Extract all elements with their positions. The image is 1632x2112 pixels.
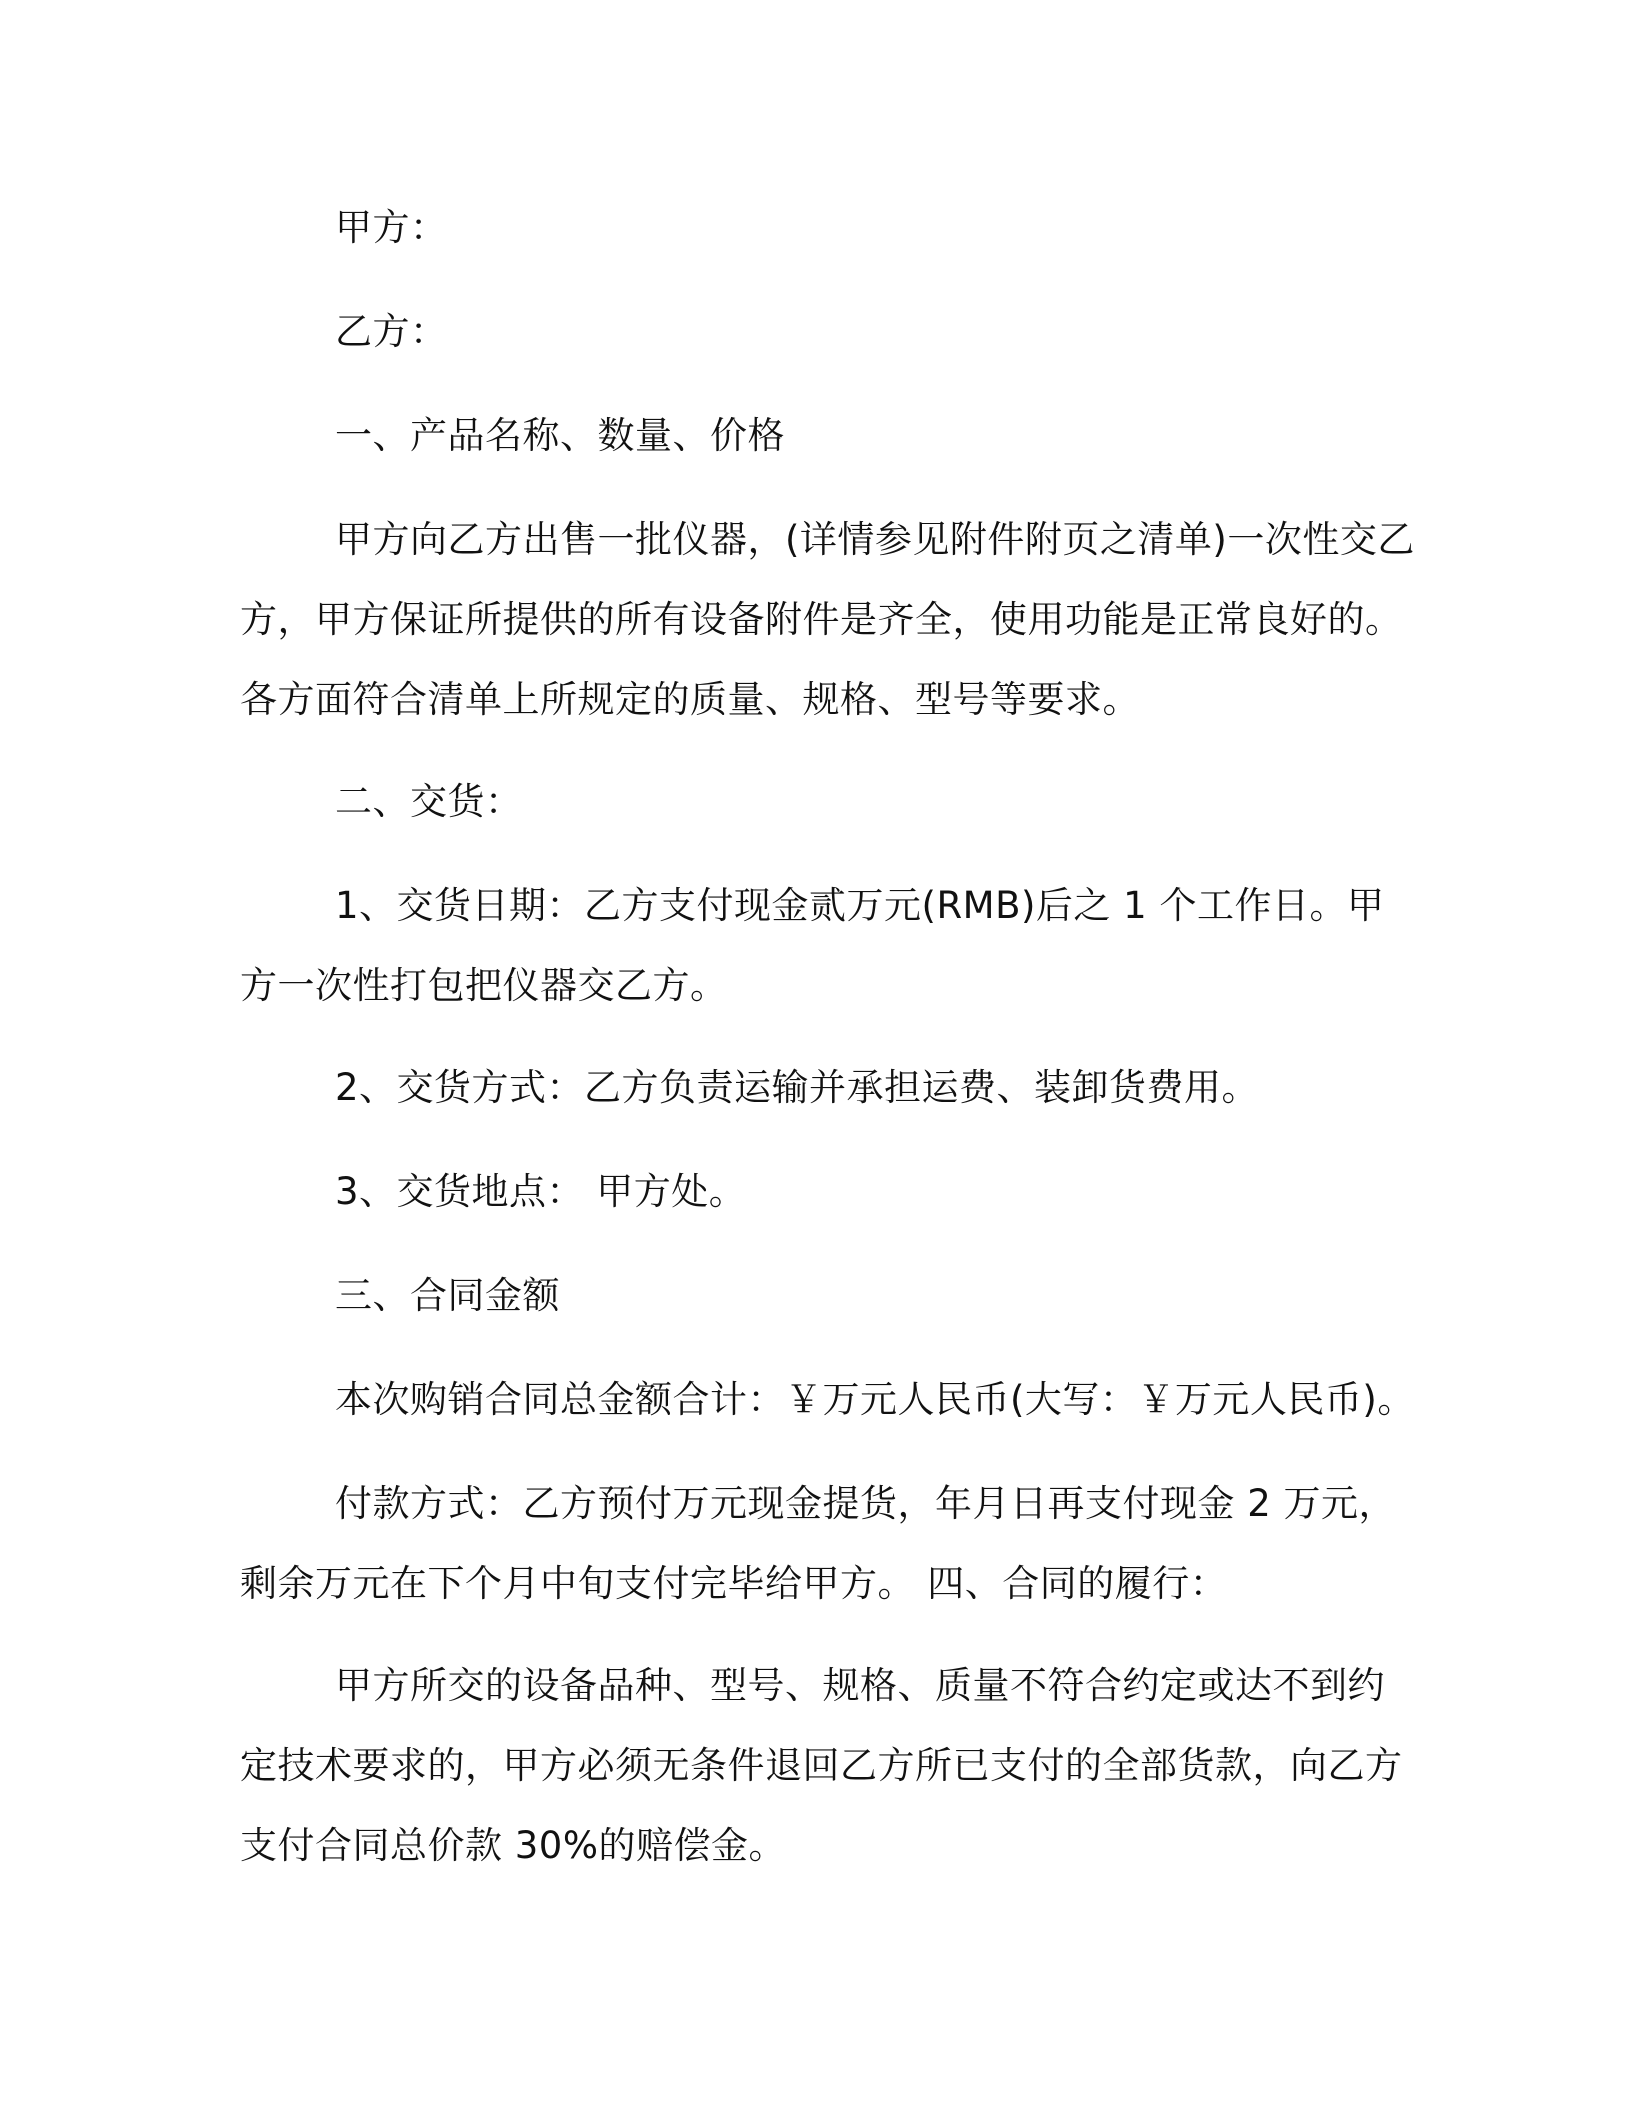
contract-amount-clause: 本次购销合同总金额合计：￥万元人民币(大写：￥万元人民币)。 [335,1378,1415,1421]
performance-clause: 甲方所交的设备品种、型号、规格、质量不符合约定或达不到约定技术要求的，甲方必须无条件退回乙方所已支付的全部货款，向乙方支付合同总价款 30%的赔偿金。 [240,1664,1403,1867]
party-a-line: 甲方： [335,206,448,249]
section-1-body: 甲方向乙方出售一批仪器，(详情参见附件附页之清单)一次性交乙方，甲方保证所提供的所有设备附件是齐全，使用功能是正常良好的。各方面符合清单上所规定的质量、规格、型号等要求。 [240,518,1415,721]
party-b-line: 乙方： [335,310,448,353]
section-1-heading: 一、产品名称、数量、价格 [335,414,785,457]
section-2-heading: 二、交货： [335,780,523,823]
document-body [240,188,1420,1886]
section-3-heading: 三、合同金额 [335,1274,560,1317]
delivery-date-clause: 1、交货日期：乙方支付现金贰万元(RMB)后之 1 个工作日。甲方一次性打包把仪器交乙方。 [240,884,1385,1007]
payment-method-clause: 付款方式：乙方预付万元现金提货，年月日再支付现金 2 万元，剩余万元在下个月中旬支付完毕给甲方。 四、合同的履行： [240,1482,1397,1605]
delivery-location-clause: 3、交货地点： 甲方处。 [335,1170,747,1213]
delivery-method-clause: 2、交货方式：乙方负责运输并承担运费、装卸货费用。 [335,1066,1260,1109]
